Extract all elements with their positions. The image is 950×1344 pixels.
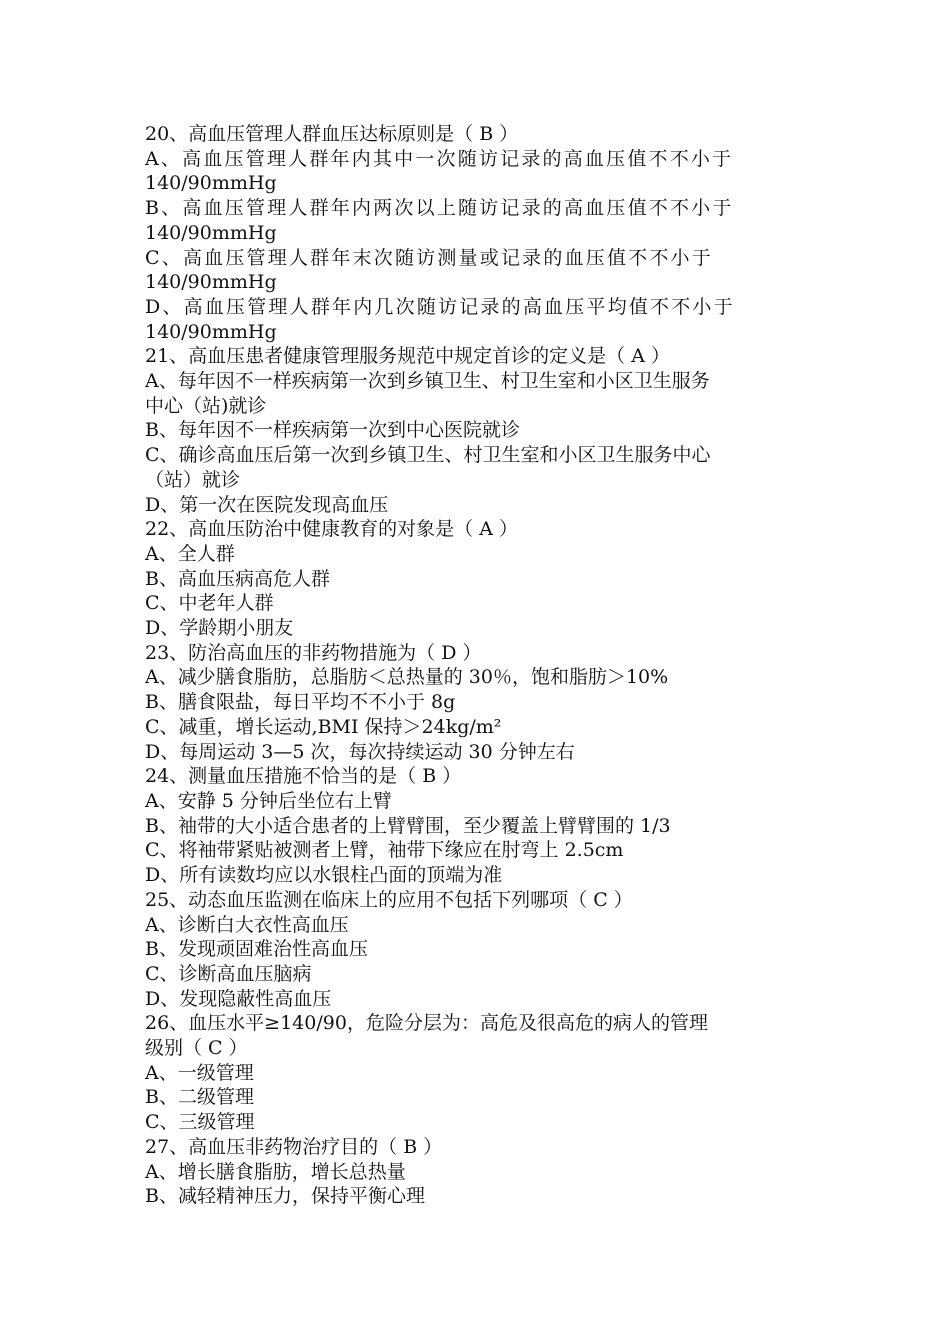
option-27-a: A、增长膳食脂肪，增长总热量 (145, 1160, 406, 1183)
option-21-a: A、每年因不一样疾病第一次到乡镇卫生、村卫生室和小区卫生服务 (145, 370, 710, 393)
option-23-c: C、减重，增长运动,BMI 保持＞24kg/m² (145, 715, 502, 738)
option-23-b: B、膳食限盐，每日平均不不小于 8g (145, 691, 456, 714)
option-22-b: B、高血压病高危人群 (145, 567, 330, 590)
option-24-c: C、将袖带紧贴被测者上臂，袖带下缘应在肘弯上 2.5cm (145, 839, 624, 862)
option-25-b: B、发现顽固难治性高血压 (145, 938, 368, 961)
question-26: 26、血压水平≥140/90，危险分层为：高危及很高危的病人的管理 (145, 1012, 708, 1035)
option-20-c-cont: 140/90mmHg (145, 271, 277, 294)
option-26-a: A、一级管理 (145, 1061, 254, 1084)
option-23-a: A、减少膳食脂肪，总脂肪＜总热量的 30％，饱和脂肪＞10% (145, 666, 669, 689)
option-20-d-cont: 140/90mmHg (145, 320, 277, 343)
option-25-d: D、发现隐蔽性高血压 (145, 987, 332, 1010)
option-20-c: C、高血压管理人群年末次随访测量或记录的血压值不不小于 (145, 246, 713, 269)
question-22: 22、高血压防治中健康教育的对象是（ A ） (145, 518, 518, 541)
option-25-c: C、诊断高血压脑病 (145, 962, 312, 985)
option-20-b: B、高血压管理人群年内两次以上随访记录的高血压值不不小于 (145, 197, 734, 220)
question-21: 21、高血压患者健康管理服务规范中规定首诊的定义是（ A ） (145, 345, 670, 368)
option-23-d: D、每周运动 3—5 次，每次持续运动 30 分钟左右 (145, 740, 575, 763)
option-21-c: C、确诊高血压后第一次到乡镇卫生、村卫生室和小区卫生服务中心 (145, 444, 711, 467)
option-26-b: B、二级管理 (145, 1086, 254, 1109)
question-27: 27、高血压非药物治疗目的（ B ） (145, 1135, 443, 1158)
option-21-b: B、每年因不一样疾病第一次到中心医院就诊 (145, 419, 520, 442)
question-26-cont: 级别（ C ） (145, 1037, 248, 1060)
option-21-a-cont: 中心（站)就诊 (145, 394, 267, 417)
question-20: 20、高血压管理人群血压达标原则是（ B ） (145, 123, 519, 145)
question-25: 25、动态血压监测在临床上的应用不包括下列哪项（ C ） (145, 888, 633, 911)
option-27-b: B、减轻精神压力，保持平衡心理 (145, 1185, 425, 1208)
question-23: 23、防治高血压的非药物措施为（ D ） (145, 641, 482, 664)
option-20-d: D、高血压管理人群年内几次随访记录的高血压平均值不不小于 (145, 295, 735, 318)
option-20-a: A、高血压管理人群年内其中一次随访记录的高血压值不不小于 (145, 147, 734, 170)
option-21-d: D、第一次在医院发现高血压 (145, 493, 389, 516)
option-24-b: B、袖带的大小适合患者的上臂臂围，至少覆盖上臂臂围的 1/3 (145, 814, 671, 837)
option-22-d: D、学龄期小朋友 (145, 617, 294, 640)
option-20-b-cont: 140/90mmHg (145, 221, 277, 244)
option-24-d: D、所有读数均应以水银柱凸面的顶端为准 (145, 864, 503, 887)
document-page (145, 122, 810, 1209)
question-24: 24、测量血压措施不恰当的是（ B ） (145, 765, 462, 788)
option-24-a: A、安静 5 分钟后坐位右上臂 (145, 789, 392, 812)
option-26-c: C、三级管理 (145, 1111, 255, 1134)
option-20-a-cont: 140/90mmHg (145, 172, 277, 195)
option-21-c-cont: （站）就诊 (145, 468, 241, 491)
option-22-a: A、全人群 (145, 542, 235, 565)
option-22-c: C、中老年人群 (145, 592, 274, 615)
option-25-a: A、诊断白大衣性高血压 (145, 913, 349, 936)
